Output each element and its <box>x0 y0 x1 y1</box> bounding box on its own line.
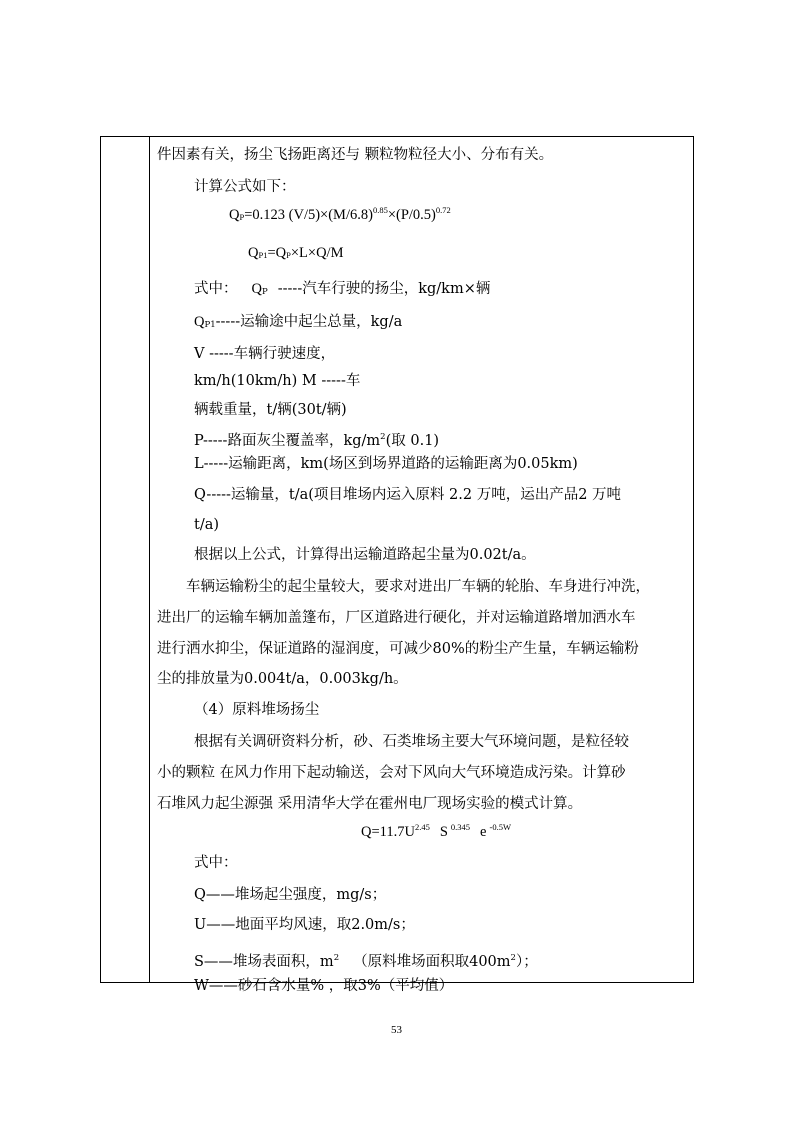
text-line: 尘的排放量为0.004t/a，0.003kg/h。 <box>157 671 408 687</box>
text-line: 石堆风力起尘源强 采用清华大学在霍州电厂现场实验的模式计算。 <box>157 796 583 812</box>
text-line: Q-----运输量，t/a(项目堆场内运入原料 2.2 万吨，运出产品2 万吨 <box>194 487 622 503</box>
text-line: 式中： $Q_P$ -----汽车行驶的扬尘，kg/km×辆 <box>194 281 491 297</box>
text-line: 件因素有关，扬尘飞扬距离还与 颗粒物粒径大小、分布有关。 <box>157 147 554 163</box>
text-line: U——地面平均风速，取2.0m/s； <box>194 917 415 933</box>
formula-q: $Q=11.7U^{2.45}$ S $^{0.345}$ e $^{-0.5W}$ <box>361 822 511 840</box>
text-line: 式中： <box>194 855 238 871</box>
page-number: 53 <box>391 1024 402 1036</box>
text-line: 辆载重量，t/辆(30t/辆) <box>194 402 347 418</box>
section-heading: （4）原料堆场扬尘 <box>194 702 320 718</box>
text-line: 进出厂的运输车辆加盖篷布，厂区道路进行硬化，并对运输道路增加洒水车 <box>157 610 636 626</box>
text-line: 车辆运输粉尘的起尘量较大，要求对进出厂车辆的轮胎、车身进行冲洗， <box>186 579 650 595</box>
text-line: P-----路面灰尘覆盖率，$kg/m^2$(取 0.1) <box>194 432 440 449</box>
text-line: S——堆场表面积，$m^2$ （原料堆场面积取$400m^2$）； <box>194 953 538 970</box>
formula-qp: $Q_P=0.123$ $(V/5)\times(M/6.8)^{0.85}\times(P/0.5)^{0.72}$ <box>229 205 451 223</box>
text-line: V -----车辆行驶速度， <box>194 346 336 362</box>
column-divider <box>149 136 150 983</box>
text-line: 进行洒水抑尘，保证道路的湿润度，可减少80%的粉尘产生量，车辆运输粉 <box>157 641 639 657</box>
text-line: Q——堆场起尘强度，mg/s； <box>194 887 387 903</box>
text-line: 根据有关调研资料分析，砂、石类堆场主要大气环境问题，是粒径较 <box>194 734 629 750</box>
formula-qp1: $Q_{P1}=Q_P\times L\times Q/M$ <box>248 245 344 261</box>
text-line: km/h(10km/h) M -----车 <box>194 373 361 389</box>
text-line: 小的颗粒 在风力作用下起动输送，会对下风向大气环境造成污染。计算砂 <box>157 765 626 781</box>
text-line: W——砂石含水量% ，取3%（平均值） <box>194 978 454 994</box>
text-line: t/a) <box>194 517 220 533</box>
text-line: 根据以上公式，计算得出运输道路起尘量为0.02t/a。 <box>194 547 536 563</box>
text-line: 计算公式如下： <box>194 179 296 195</box>
text-line: L-----运输距离，km(场区到场界道路的运输距离为0.05km) <box>194 456 578 472</box>
text-line: $Q_{P1}-----$运输途中起尘总量，kg/a <box>194 314 403 330</box>
